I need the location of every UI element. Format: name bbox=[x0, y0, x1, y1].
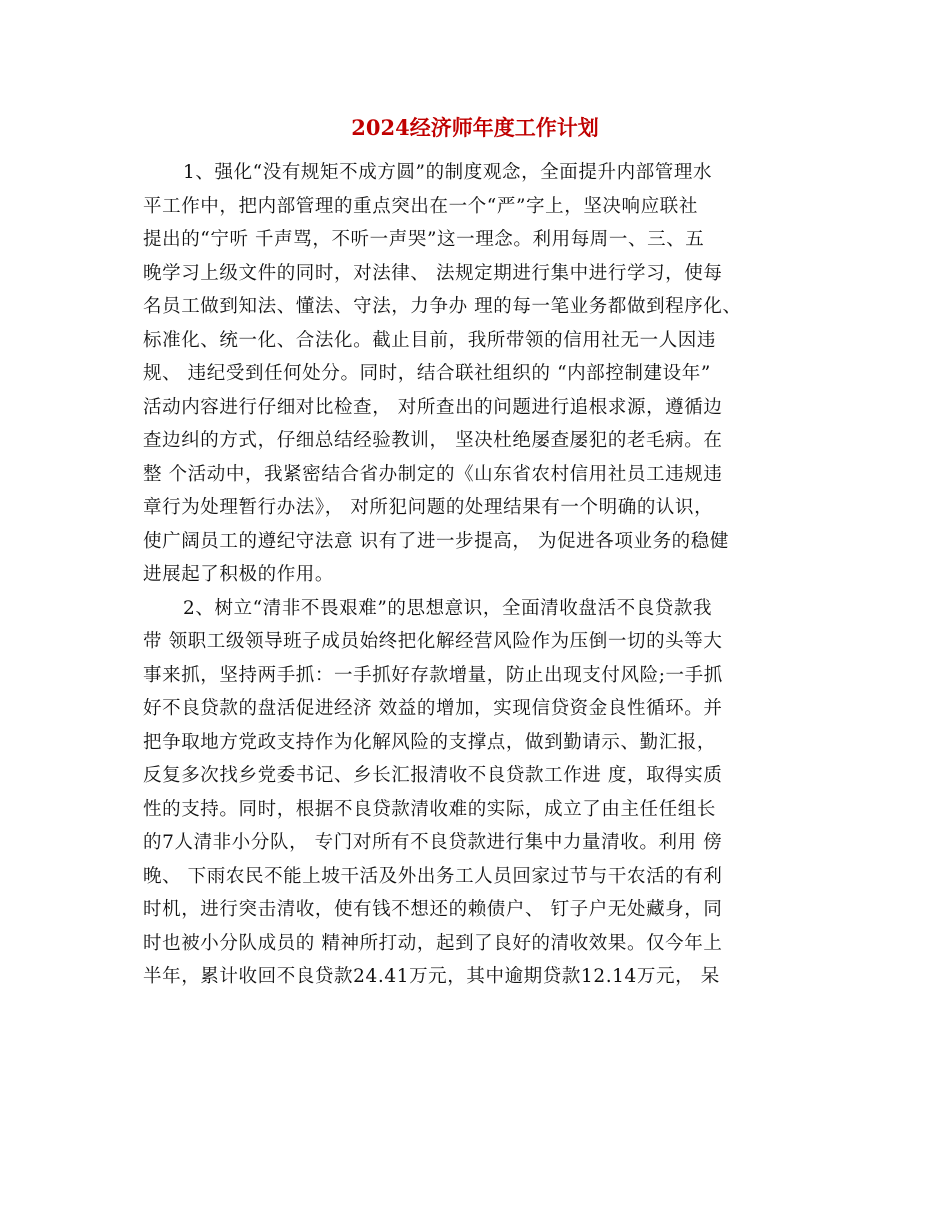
paragraph-line: 时也被小分队成员的 精神所打动，起到了良好的清收效果。仅今年上 bbox=[143, 932, 723, 954]
paragraph-line: 的7人清非小分队， 专门对所有不良贷款进行集中力量清收。利用 傍 bbox=[143, 832, 723, 853]
paragraph-line: 标准化、统一化、合法化。截止目前，我所带领的信用社无一人因违 bbox=[143, 329, 717, 351]
paragraph-line: 使广阔员工的遵纪守法意 识有了进一步提高， 为促进各项业务的稳健 bbox=[143, 530, 729, 552]
paragraph-line: 反复多次找乡党委书记、乡长汇报清收不良贷款工作进 度，取得实质 bbox=[143, 765, 723, 786]
paragraph-line: 名员工做到知法、懂法、守法，力争办 理的每一笔业务都做到程序化、 bbox=[143, 296, 742, 317]
document-body bbox=[143, 156, 813, 994]
paragraph-line: 半年，累计收回不良贷款24.41万元，其中逾期贷款12.14万元， 呆 bbox=[143, 966, 720, 987]
paragraph-line: 整 个活动中，我紧密结合省办制定的《山东省农村信用社员工违规违 bbox=[143, 463, 723, 485]
paragraph-line: 晚、 下雨农民不能上坡干活及外出务工人员回家过节与干农活的有利 bbox=[143, 865, 723, 887]
paragraph-line: 1、强化“没有规矩不成方圆”的制度观念，全面提升内部管理水 bbox=[183, 162, 713, 183]
paragraph-line: 事来抓，坚持两手抓：一手抓好存款增量，防止出现支付风险;一手抓 bbox=[143, 664, 723, 686]
paragraph-line: 章行为处理暂行办法》， 对所犯问题的处理结果有一个明确的认识， bbox=[143, 497, 714, 518]
paragraph-line: 平工作中，把内部管理的重点突出在一个“严”字上，坚决响应联社 bbox=[143, 195, 698, 217]
paragraph-line: 提出的“宁听 千声骂，不听一声哭”这一理念。利用每周一、三、五 bbox=[143, 229, 705, 250]
paragraph-line: 性的支持。同时，根据不良贷款清收难的实际，成立了由主任任组长 bbox=[143, 798, 717, 820]
paragraph-line: 2、树立“清非不畏艰难”的思想意识，全面清收盘活不良贷款我 bbox=[183, 597, 713, 619]
paragraph-line: 晚学习上级文件的同时，对法律、 法规定期进行集中进行学习，使每 bbox=[143, 262, 723, 284]
paragraph-line: 查边纠的方式，仔细总结经验教训， 坚决杜绝屡查屡犯的老毛病。在 bbox=[143, 430, 723, 451]
paragraph-1 bbox=[143, 156, 813, 592]
paragraph-line: 活动内容进行仔细对比检查， 对所查出的问题进行追根求源，遵循边 bbox=[143, 396, 723, 418]
document-title: 2024经济师年度工作计划 bbox=[351, 115, 599, 140]
paragraph-line: 把争取地方党政支持作为化解风险的支撑点，做到勤请示、勤汇报， bbox=[143, 731, 717, 753]
paragraph-2 bbox=[143, 592, 813, 994]
paragraph-line: 规、 违纪受到任何处分。同时，结合联社组织的 “内部控制建设年” bbox=[143, 363, 711, 384]
paragraph-line: 进展起了积极的作用。 bbox=[143, 564, 335, 585]
paragraph-line: 时机，进行突击清收，使有钱不想还的赖债户、 钉子户无处藏身，同 bbox=[143, 899, 723, 920]
paragraph-line: 带 领职工级领导班子成员始终把化解经营风险作为压倒一切的头等大 bbox=[143, 631, 723, 652]
paragraph-line: 好不良贷款的盘活促进经济 效益的增加，实现信贷资金良性循环。并 bbox=[143, 698, 723, 719]
